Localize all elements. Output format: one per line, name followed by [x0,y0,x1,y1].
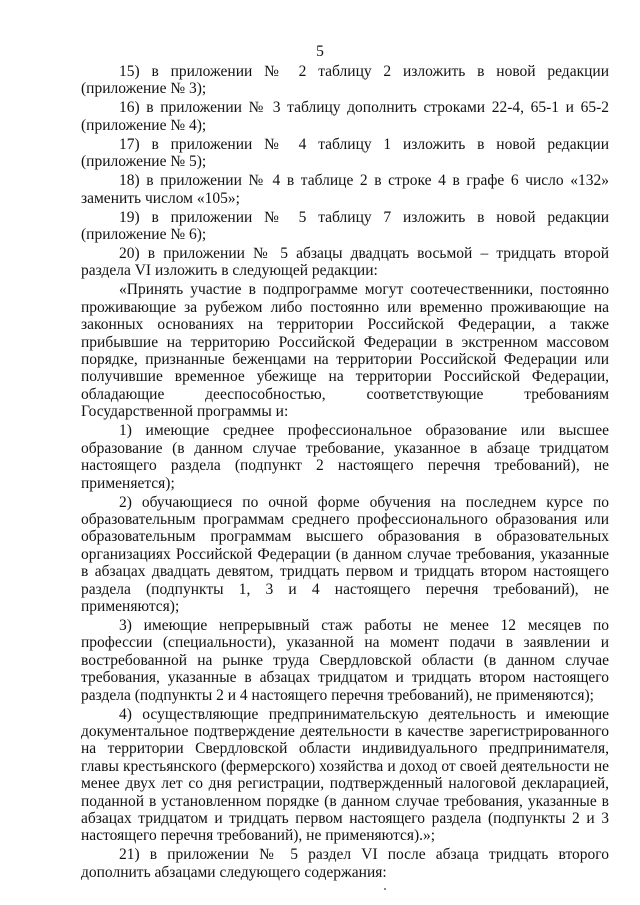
requirement-item-4: 4) осуществляющие предпринимательскую деятельность и имеющие документальное подтверждение деятельности в качестве зарегистрированного на территории Свердловской области индивидуального предпринимателя, главы крестьянского (фермерского) хозяйства и доход от своей деятельности не менее двух лет со дня регистрации, подтвержденный налоговой декларацией, поданной в установленном порядке (в данном случае требования, указанные в абзацах тридцатом и тридцать первом настоящего раздела (подпункты 2 и 3 настоящего перечня требований), не применяются).»; [81,705,609,845]
paragraph-item-19: 19) в приложении № 5 таблицу 7 изложить в новой редакции (приложение № 6); [81,208,609,244]
paragraph-item-15: 15) в приложении № 2 таблицу 2 изложить в новой редакции (приложение № 3); [81,63,609,98]
paragraph-item-18: 18) в приложении № 4 в таблице 2 в строке 4 в графе 6 число «132» заменить числом «105»; [81,172,609,207]
paragraph-item-21: 21) в приложении № 5 раздел VI после абзаца тридцать второго дополнить абзацами следующего содержания: [81,846,609,881]
paragraph-item-16: 16) в приложении № 3 таблицу дополнить строками 22-4, 65-1 и 65-2 (приложение № 4); [81,99,609,134]
scan-dot [384,888,386,890]
paragraph-item-17: 17) в приложении № 4 таблицу 1 изложить в новой редакции (приложение № 5); [81,135,609,171]
quoted-paragraph-intro: «Принять участие в подпрограмме могут соотечественники, постоянно проживающие за рубежом либо постоянно или временно проживающие на законных основаниях на территории Российской Федерации, а также прибывшие на территорию Российской Федерации в экстренном массовом порядке, признанные беженцами на территории Российской Федерации или получившие временное убежище на территории Российской Федерации, обладающие дееспособностью, соответствующие требованиям Государственной программы и: [81,281,609,421]
document-body [81,63,609,881]
paragraph-item-20: 20) в приложении № 5 абзацы двадцать восьмой – тридцать второй раздела VI изложить в следующей редакции: [81,245,609,280]
page-number: 5 [316,43,324,60]
requirement-item-2: 2) обучающиеся по очной форме обучения на последнем курсе по образовательным программам среднего профессионального образования или образовательным программам высшего образования в образовательных организациях Российской Федерации (в данном случае требования, указанные в абзацах двадцать девятом, тридцать первом и тридцать втором настоящего раздела (подпункты 1, 3 и 4 настоящего перечня требований), не применяются); [81,493,609,615]
requirement-item-3: 3) имеющие непрерывный стаж работы не менее 12 месяцев по профессии (специальности), указанной на момент подачи в заявлении и востребованной на рынке труда Свердловской области (в данном случае требования, указанные в абзацах тридцатом и тридцать втором настоящего раздела (подпункты 2 и 4 настоящего перечня требований), не применяются); [81,616,609,704]
requirement-item-1: 1) имеющие среднее профессиональное образование или высшее образование (в данном случае требование, указанное в абзаце тридцатом настоящего раздела (подпункт 2 настоящего перечня требований), не применяется); [81,422,609,492]
